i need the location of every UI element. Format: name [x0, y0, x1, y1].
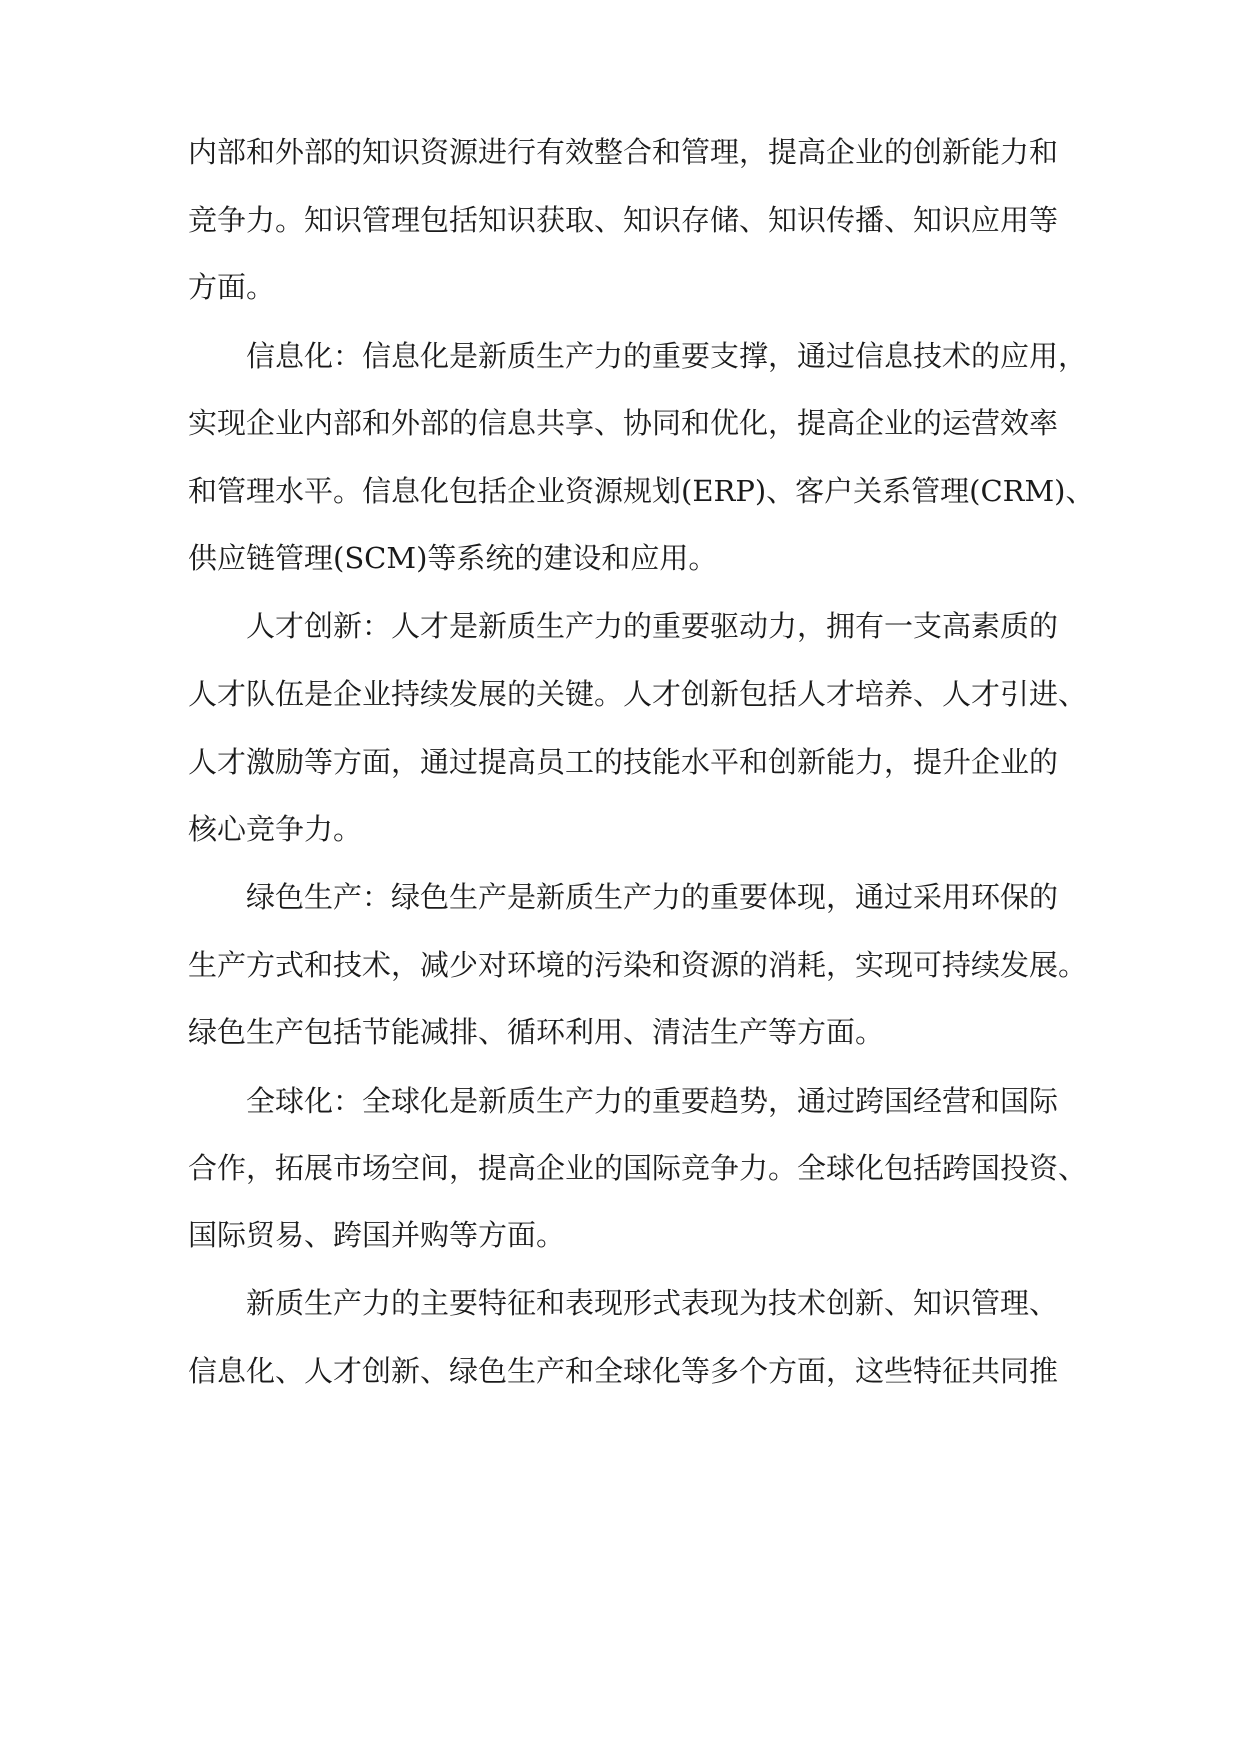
- text-line: 人才队伍是企业持续发展的关键。人才创新包括人才培养、人才引进、: [188, 677, 1088, 711]
- text-line: 绿色生产：绿色生产是新质生产力的重要体现，通过采用环保的: [246, 880, 1059, 914]
- text-line: 竞争力。知识管理包括知识获取、知识存储、知识传播、知识应用等: [188, 203, 1059, 237]
- text-line: 核心竞争力。: [188, 812, 363, 846]
- text-line: 信息化、人才创新、绿色生产和全球化等多个方面，这些特征共同推: [188, 1354, 1059, 1388]
- text-line: 绿色生产包括节能减排、循环利用、清洁生产等方面。: [188, 1015, 885, 1049]
- text-line: 新质生产力的主要特征和表现形式表现为技术创新、知识管理、: [246, 1286, 1059, 1320]
- text-line: 实现企业内部和外部的信息共享、协同和优化，提高企业的运营效率: [188, 406, 1059, 440]
- text-line: 人才激励等方面，通过提高员工的技能水平和创新能力，提升企业的: [188, 745, 1059, 779]
- text-line: 信息化：信息化是新质生产力的重要支撑，通过信息技术的应用，: [246, 339, 1088, 373]
- text-line: 国际贸易、跨国并购等方面。: [188, 1218, 566, 1252]
- text-line: 方面。: [188, 270, 276, 304]
- text-line: 全球化：全球化是新质生产力的重要趋势，通过跨国经营和国际: [246, 1084, 1059, 1118]
- text-line: 内部和外部的知识资源进行有效整合和管理，提高企业的创新能力和: [188, 135, 1059, 169]
- text-line: 人才创新：人才是新质生产力的重要驱动力，拥有一支高素质的: [246, 609, 1059, 643]
- text-line: 合作，拓展市场空间，提高企业的国际竞争力。全球化包括跨国投资、: [188, 1151, 1088, 1185]
- text-line: 供应链管理(SCM)等系统的建设和应用。: [188, 541, 718, 575]
- text-line: 和管理水平。信息化包括企业资源规划(ERP)、客户关系管理(CRM)、: [188, 474, 1095, 508]
- text-line: 生产方式和技术，减少对环境的污染和资源的消耗，实现可持续发展。: [188, 948, 1088, 982]
